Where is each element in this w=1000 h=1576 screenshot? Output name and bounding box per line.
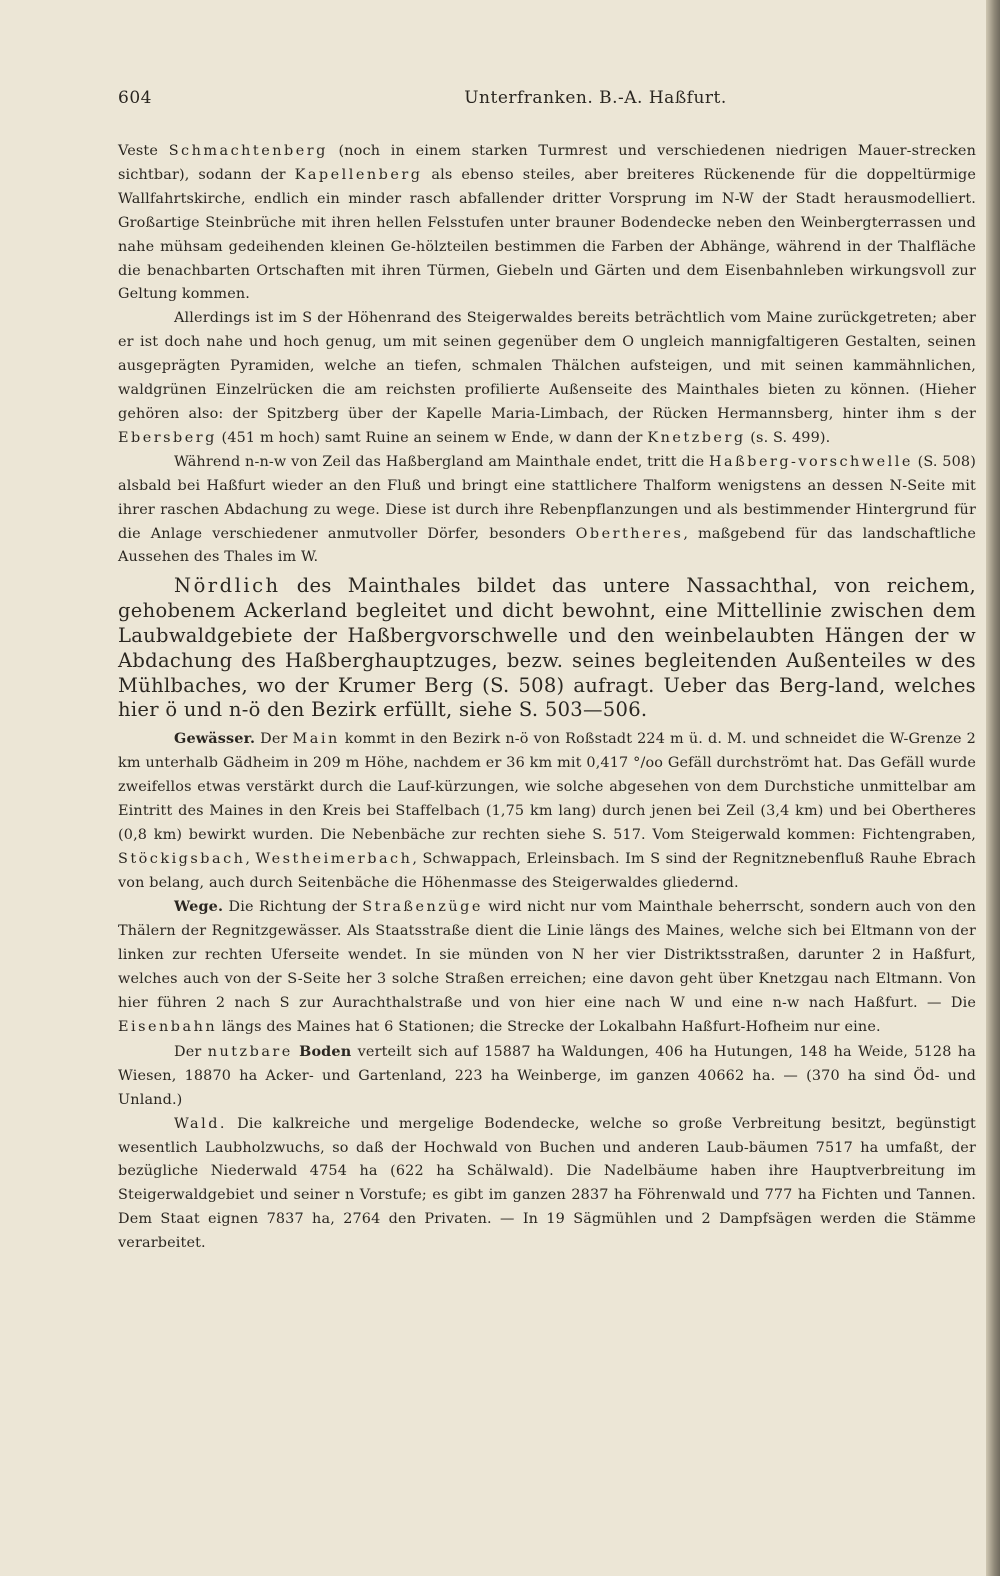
spaced-term: Main	[292, 731, 340, 748]
section-heading: Wege.	[174, 898, 224, 916]
text-run: ,	[245, 850, 256, 867]
paragraph-5	[118, 727, 976, 895]
section-heading: Wald.	[174, 1115, 228, 1132]
page-body	[118, 140, 976, 1256]
spaced-term: Haßberg-vorschwelle	[708, 453, 913, 470]
section-heading: Boden	[299, 1042, 352, 1060]
text-run: Während n-n-w von Zeil das Haßbergland am Mainthale endet, tritt die	[174, 453, 709, 470]
page-number: 604	[118, 88, 152, 108]
spaced-term: Knetzberg	[647, 429, 746, 446]
section-heading: Gewässer.	[174, 730, 256, 748]
text-run: Der	[174, 1043, 208, 1060]
text-run: Die Richtung der	[223, 899, 363, 916]
text-run: Der	[255, 731, 293, 748]
spaced-term: Kapellenberg	[294, 166, 423, 183]
page-header	[118, 88, 973, 118]
text-run: längs des Maines hat 6 Stationen; die Strecke der Lokalbahn Haßfurt-Hofheim nur eine.	[217, 1018, 881, 1035]
text-run: , Schwappach, Erleinsbach. Im S sind der Regnitznebenfluß Rauhe Ebrach von belang, auch durch Seitenbäche die Höhenmasse des Steigerwaldes gliedernd.	[118, 850, 977, 891]
text-run: Die kalkreiche und mergelige Bodendecke, welche so große Verbreitung besitzt, begünstigt wesentlich Laubholzwuchs, so daß der Hochwald von Buchen und anderen Laub-bäumen 7517 ha umfaßt, der bezügliche Niederwald 4754 ha (622 ha Schälwald). Die Nadelbäume haben ihre Hauptverbreitung im Steigerwaldgebiet und seiner n Vorstufe; es gibt im ganzen 2837 ha Föhrenwald und 777 ha Fichten und Tannen. Dem Staat eignen 7837 ha, 2764 den Privaten. — In 19 Sägmühlen und 2 Dampfsägen werden die Stämme verarbeitet.	[118, 1115, 976, 1252]
text-run: (451 m hoch) samt Ruine an seinem w Ende, w dann der	[216, 429, 648, 446]
spaced-term: Straßenzüge	[362, 899, 483, 916]
paragraph-8	[118, 1113, 976, 1256]
spaced-term: Nördlich	[174, 574, 281, 598]
text-run: Veste	[118, 143, 169, 159]
spaced-term: Stöckigsbach	[118, 850, 246, 867]
running-title: Unterfranken. B.-A. Haßfurt.	[464, 88, 727, 108]
spaced-term: Eisenbahn	[118, 1018, 218, 1035]
text-run: Allerdings ist im S der Höhenrand des Steigerwaldes bereits beträchtlich vom Maine zurückgetreten; aber er ist doch nahe und hoch genug, um mit seinen gegenüber dem O ungleich mannigfaltigeren Gestalten, seinen ausgeprägten Pyramiden, welche an tiefen, schmalen Thälchen aufsteigen, und mit seinen kammähnlichen, waldgrünen Einzelrücken die am reichsten profilierte Außenseite des Mainthales bieten zu können. (Hieher gehören also: der Spitzberg über der Kapelle Maria-Limbach, der Rücken Hermannsberg, hinter ihm s der	[118, 310, 976, 422]
text-run: (s. S. 499).	[745, 429, 831, 446]
text-run: (S. 508) alsbald bei Haßfurt wieder an den Fluß und bringt eine stattlichere Thalform wenigstens an dessen N-Seite mit ihrer raschen Abdachung zu wege. Diese ist durch ihre Rebenpflanzungen und als bestimmender Hintergrund für die Anlage verschiedener anmutvoller Dörfer, besonders	[118, 453, 976, 542]
text-run: (noch in einem starken Turmrest und verschiedenen niedrigen Mauer-strecken sichtbar), sodann der	[118, 143, 976, 183]
paragraph-1	[118, 140, 976, 307]
text-run: verteilt sich auf 15887 ha Waldungen, 406 ha Hutungen, 148 ha Weide, 5128 ha Wiesen, 18870 ha Acker- und Gartenland, 223 ha Weinberge, im ganzen 40662 ha. — (370 ha sind Öd- und Unland.)	[118, 1043, 976, 1108]
text-run: des Mainthales bildet das untere Nassachthal, von reichem, gehobenem Ackerland begleitet und dicht bewohnt, eine Mittellinie zwischen dem Laubwaldgebiete der Haßbergvorschwelle und den weinbelaubten Hängen der w Abdachung des Haßberghauptzuges, bezw. seines begleitenden Außenteiles w des Mühlbaches, wo der Krumer Berg (S. 508) aufragt. Ueber das Berg-land, welches hier ö und n-ö den Bezirk erfüllt, siehe S. 503—506.	[118, 574, 976, 722]
text-run: wird nicht nur vom Mainthale beherrscht, sondern auch von den Thälern der Regnitzgewässer. Als Staatsstraße dient die Linie längs des Maines, welche sich bei Eltmann von der linken zur rechten Uferseite wendet. In sie münden von N her vier Distriktsstraßen, darunter 2 in Haßfurt, welches auch von der S-Seite her 3 solche Straßen erreichen; eine davon geht über Knetzgau nach Eltmann. Von hier führen 2 nach S zur Aurachthalstraße und von hier eine nach W und eine n-w nach Haßfurt. — Die	[118, 899, 976, 1012]
text-run: kommt in den Bezirk n-ö von Roßstadt 224 m ü. d. M. und schneidet die W-Grenze 2 km unterhalb Gädheim in 209 m Höhe, nachdem er 36 km mit 0,417 °/oo Gefäll durchströmt hat. Das Gefäll wurde zweifellos etwas verstärkt durch die Lauf-kürzungen, wie solche abgesehen von dem Durchstiche unmittelbar am Eintritt des Maines in den Kreis bei Staffelbach (1,75 km lang) durch jenen bei Zeil (3,4 km) und bei Obertheres (0,8 km) bewirkt wurden. Die Nebenbäche zur rechten siehe S. 517. Vom Steigerwald kommen: Fichtengraben,	[118, 731, 976, 843]
paragraph-6	[118, 895, 976, 1039]
text-run: , maßgebend für das landschaftliche Aussehen des Thales im W.	[118, 525, 976, 566]
text-run: als ebenso steiles, aber breiteres Rückenende für die doppeltürmige Wallfahrtskirche, endlich ein minder rasch abfallender dritter Vorsprung im N-W der Stadt herausmodelliert. Großartige Steinbrüche mit ihren hellen Felsstufen unter brauner Bodendecke neben den Weinbergterrassen und nahe mühsam gedeihenden kleinen Ge-hölzteilen bestimmen die Farben der Abhänge, während in der Thalfläche die benachbarten Ortschaften mit ihren Türmen, Giebeln und Gärten und dem Eisenbahnleben wirkungsvoll zur Geltung kommen.	[118, 166, 976, 303]
spaced-term: nutzbare	[207, 1043, 293, 1060]
paragraph-7	[118, 1040, 976, 1113]
paragraph-2	[118, 307, 976, 450]
page-edge	[986, 0, 1000, 1576]
spaced-term: Schmachtenberg	[168, 143, 328, 159]
paragraph-4	[118, 574, 976, 723]
spaced-term: Obertheres	[575, 525, 684, 542]
paragraph-3	[118, 451, 976, 571]
spaced-term: Westheimerbach	[255, 850, 413, 867]
spaced-term: Ebersberg	[118, 429, 217, 446]
